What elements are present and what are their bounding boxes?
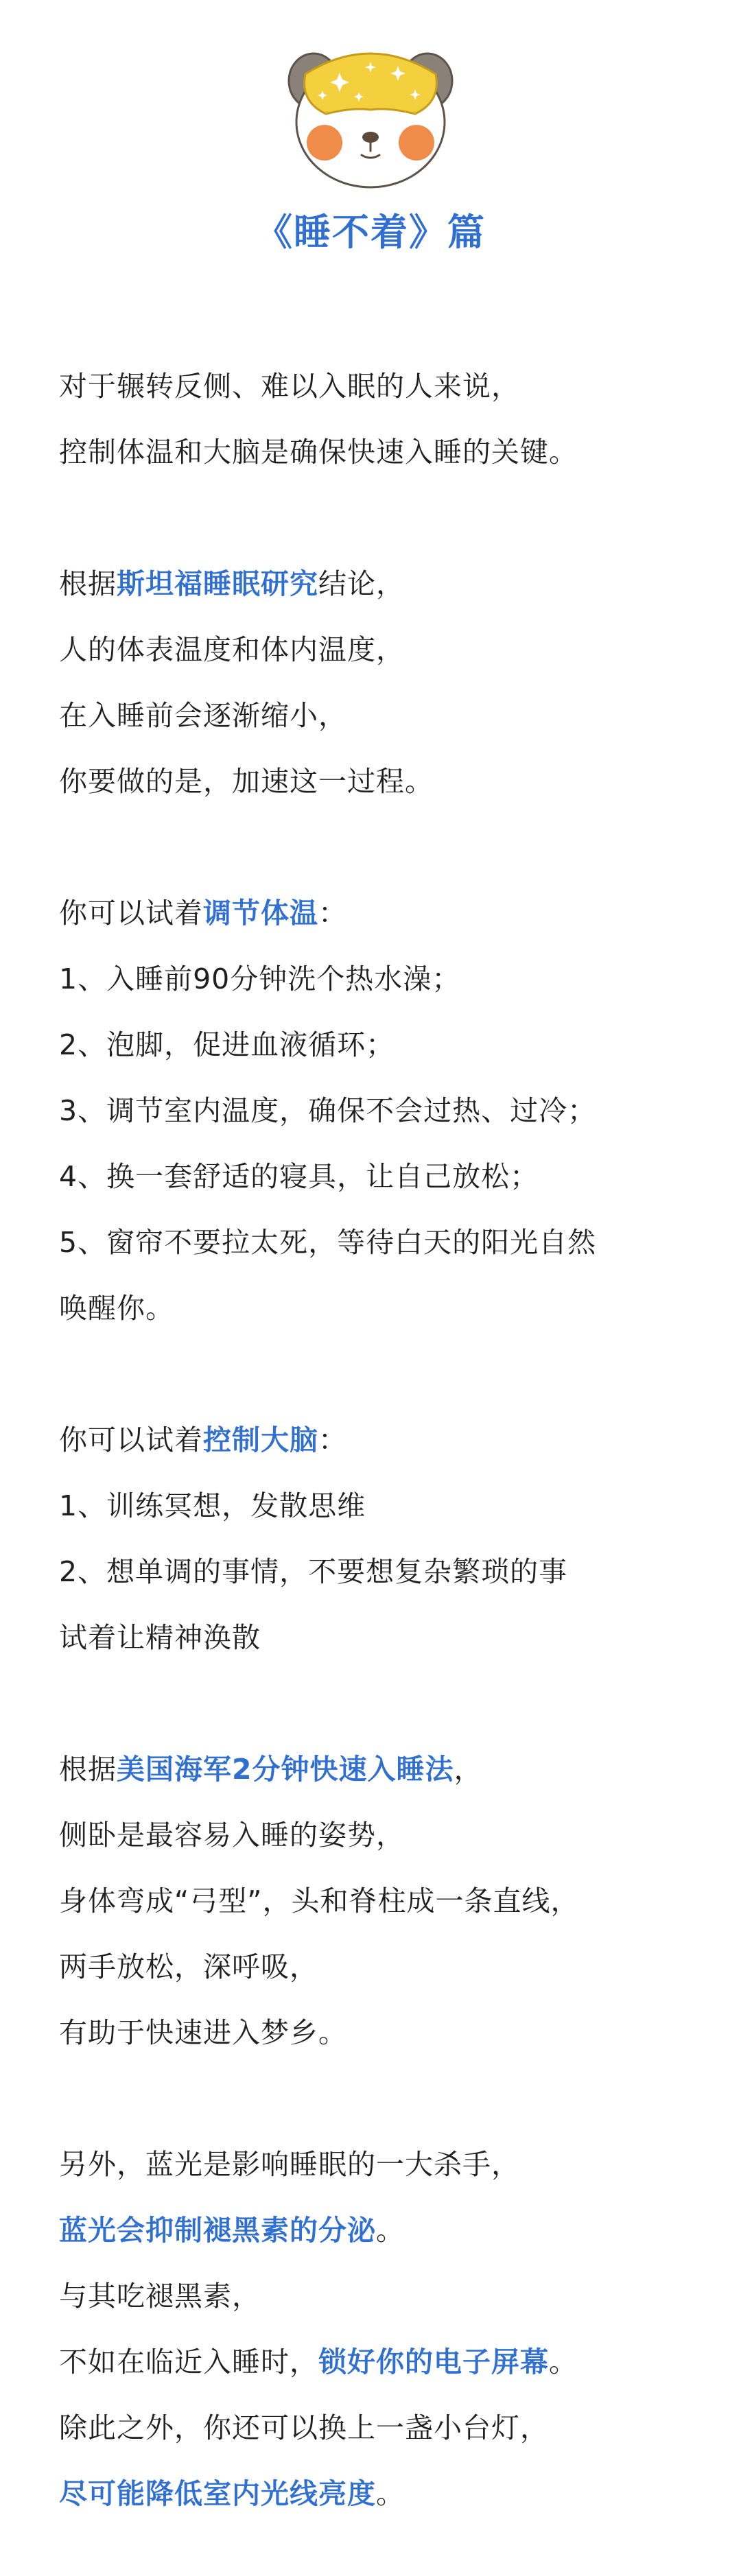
list-item: 3、调节室内温度，确保不会过热、过冷； (59, 1094, 597, 1127)
paragraph-5-line-4: 两手放松，深呼吸， (59, 1950, 318, 1983)
text: 。 (549, 2345, 578, 2378)
list-item: 5、窗帘不要拉太死，等待白天的阳光自然 (59, 1226, 597, 1259)
panda-sleep-mask-icon (278, 33, 463, 191)
paragraph-2-line-4: 你要做的是，加速这一过程。 (59, 765, 434, 798)
paragraph-6-line-4 (59, 2329, 718, 2395)
list-item-continuation: 唤醒你。 (59, 1292, 174, 1325)
highlight-stanford-study: 斯坦福睡眠研究 (117, 567, 318, 600)
paragraph-gap (59, 1670, 718, 1736)
text: 。 (376, 2477, 405, 2510)
paragraph-gap (59, 2066, 718, 2131)
paragraph-6-line-5: 除此之外，你还可以换上一盏小台灯， (59, 2411, 549, 2444)
list-item: 1、训练冥想，发散思维 (59, 1489, 366, 1522)
section-heading-body-temperature (59, 880, 718, 946)
article-body (59, 353, 718, 2527)
paragraph-6-line-6 (59, 2461, 718, 2527)
paragraph-2-line-2: 人的体表温度和体内温度， (59, 633, 405, 666)
highlight-lower-light: 尽可能降低室内光线亮度 (59, 2477, 376, 2510)
paragraph-6-line-1: 另外，蓝光是影响睡眠的一大杀手， (59, 2148, 520, 2181)
highlight-adjust-temperature: 调节体温 (203, 897, 318, 930)
list-item-continuation: 试着让精神涣散 (59, 1621, 261, 1654)
text: ： (318, 897, 347, 930)
text: 。 (376, 2214, 405, 2247)
paragraph-2-line-3: 在入睡前会逐渐缩小， (59, 699, 347, 732)
highlight-control-brain: 控制大脑 (203, 1423, 318, 1456)
list-item: 2、泡脚，促进血液循环； (59, 1028, 395, 1061)
paragraph-1-line-1: 对于辗转反侧、难以入眠的人来说， (59, 370, 520, 403)
text: 你可以试着 (59, 897, 203, 930)
paragraph-6-line-2 (59, 2197, 718, 2263)
paragraph-5-line-2: 侧卧是最容易入睡的姿势， (59, 1819, 405, 1852)
text: 结论， (318, 567, 405, 600)
text: 根据 (59, 567, 117, 600)
paragraph-1-line-2: 控制体温和大脑是确保快速入睡的关键。 (59, 436, 578, 469)
text: ， (454, 1753, 483, 1786)
list-item: 4、换一套舒适的寝具，让自己放松； (59, 1160, 539, 1193)
text: ： (318, 1423, 347, 1456)
highlight-blue-light: 蓝光会抑制褪黑素的分泌 (59, 2214, 376, 2247)
text: 你可以试着 (59, 1423, 203, 1456)
page-title: 《睡不着》篇 (255, 211, 486, 254)
paragraph-gap (59, 485, 718, 551)
paragraph-gap (59, 1341, 718, 1407)
paragraph-6-line-3: 与其吃褪黑素， (59, 2280, 261, 2313)
highlight-navy-method: 美国海军2分钟快速入睡法 (117, 1753, 454, 1786)
list-item: 1、入睡前90分钟洗个热水澡； (59, 962, 461, 995)
paragraph-5-line-3: 身体弯成“弓型”，头和脊柱成一条直线， (59, 1884, 580, 1917)
section-heading-control-brain (59, 1407, 718, 1473)
list-item: 2、想单调的事情，不要想复杂繁琐的事 (59, 1555, 568, 1588)
text: 不如在临近入睡时， (59, 2345, 318, 2378)
paragraph-gap (59, 814, 718, 880)
highlight-lock-screen: 锁好你的电子屏幕 (318, 2345, 549, 2378)
paragraph-5-line-1 (59, 1736, 718, 1802)
paragraph-5-line-5: 有助于快速进入梦乡。 (59, 2016, 347, 2049)
paragraph-2-line-1 (59, 551, 718, 617)
text: 根据 (59, 1753, 117, 1786)
